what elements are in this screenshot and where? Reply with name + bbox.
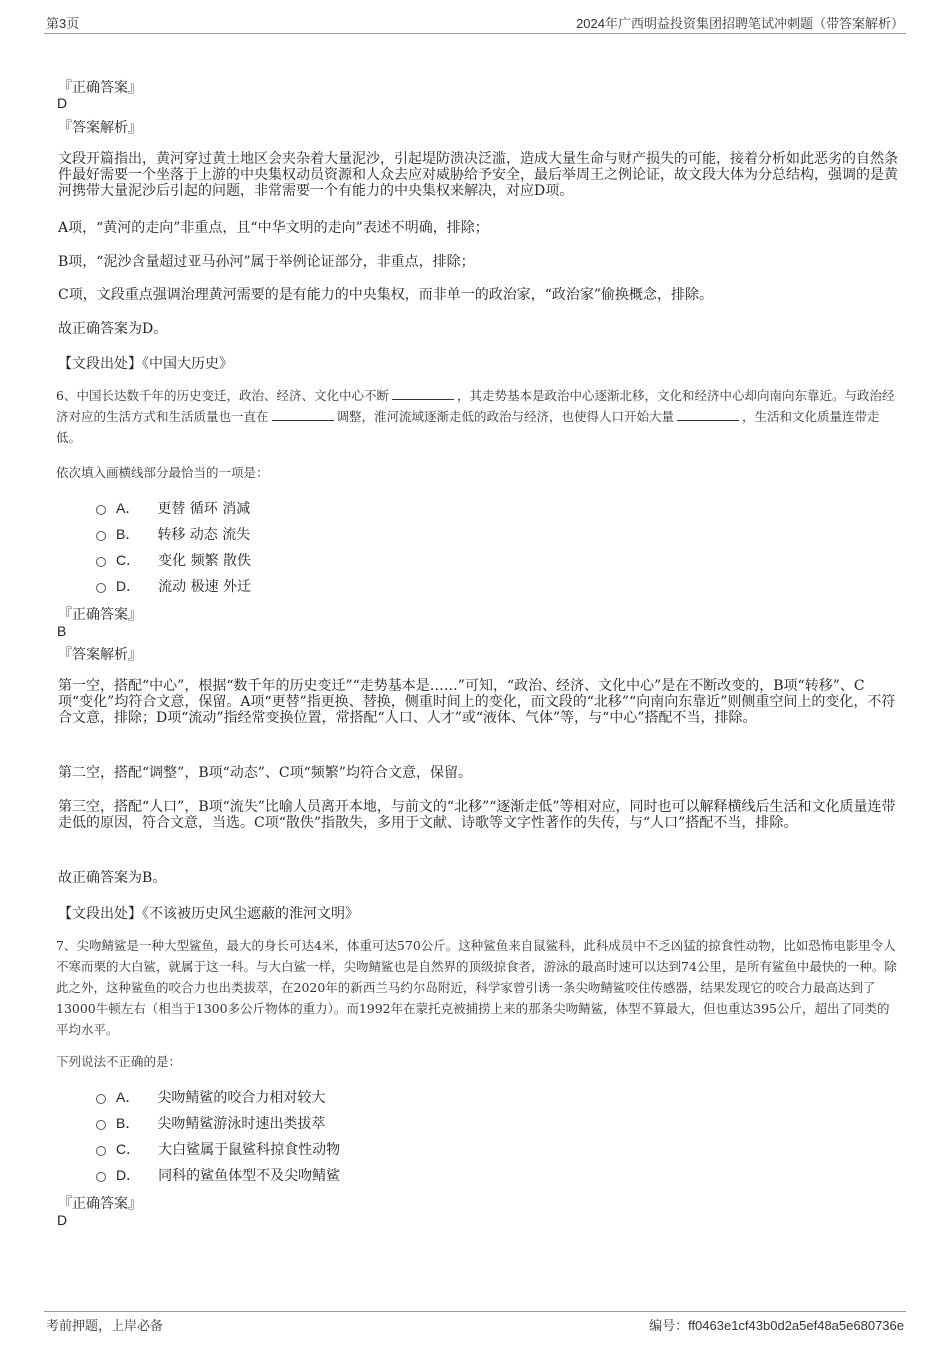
stem-text: ，生活和文化质量连带走低。: [56, 409, 880, 445]
blank-line: [392, 388, 454, 400]
radio-icon[interactable]: [96, 557, 106, 567]
question-instruction: 依次填入画横线部分最恰当的一项是：: [56, 465, 269, 480]
option-text: 同科的鲨鱼体型不及尖吻鲭鲨: [158, 1168, 341, 1184]
stem-text: ，其走势基本是政治中心逐渐北移，文化和经济中心却向南向东靠近。与政治经济对应的生活方式和生活质量也一直在: [56, 388, 895, 424]
analysis-conclusion: 故正确答案为D。: [58, 321, 168, 337]
option-letter: B．: [116, 1115, 140, 1131]
option-a[interactable]: [96, 1087, 325, 1107]
analysis-paragraph: 文段开篇指出，黄河穿过黄土地区会夹杂着大量泥沙，引起堤防溃决泛滥，造成大量生命与财产损失的可能，接着分析如此恶劣的自然条件最好需要一个坐落于上游的中央集权动员资源和人众去应对威胁给予安全，最后举周王之例论证，故文段大体为分总结构，强调的是黄河携带大量泥沙后引起的问题，非常需要一个有能力的中央集权来解决，对应D项。: [58, 151, 898, 199]
analysis-paragraph: A项，“黄河的走向”非重点，且“中华文明的走向”表述不明确，排除；: [58, 220, 489, 236]
option-d[interactable]: [96, 1165, 340, 1185]
option-letter: D．: [116, 578, 141, 594]
option-b[interactable]: [96, 524, 250, 544]
option-letter: B．: [116, 526, 140, 542]
passage-source: 【文段出处】《不该被历史风尘遮蔽的淮河文明》: [58, 906, 359, 922]
analysis-conclusion: 故正确答案为B。: [58, 870, 167, 886]
option-letter: D．: [116, 1167, 141, 1183]
question-stem: [56, 385, 901, 448]
option-c[interactable]: [96, 550, 251, 570]
blank-line: [272, 409, 334, 421]
option-letter: A．: [116, 500, 140, 516]
option-text: 变化 频繁 散佚: [158, 553, 252, 569]
radio-icon[interactable]: [96, 531, 106, 541]
option-b[interactable]: [96, 1113, 325, 1133]
radio-icon[interactable]: [96, 505, 106, 515]
option-text: 转移 动态 流失: [157, 527, 251, 543]
question-stem: 7、尖吻鲭鲨是一种大型鲨鱼，最大的身长可达4米，体重可达570公斤。这种鲨鱼来自鼠鲨科，此科成员中不乏凶猛的掠食性动物，比如恐怖电影里令人不寒而栗的大白鲨，就属于这一科。与大白鲨一样，尖吻鲭鲨也是自然界的顶级掠食者，游泳的最高时速可以达到74公里，是所有鲨鱼中最快的一种。除此之外，这种鲨鱼的咬合力也出类拔萃，在2020年的新西兰马约尔岛附近，科学家曾引诱一条尖吻鲭鲨咬住传感器，结果发现它的咬合力最高达到了13000牛顿左右（相当于1300多公斤物体的重力）。而1992年在蒙托克被捕捞上来的那条尖吻鲭鲨，体型不算最大，但也重达395公斤，超出了同类的平均水平。: [56, 938, 897, 1037]
page-number: 第3页: [46, 16, 80, 31]
option-letter: C．: [116, 552, 141, 568]
correct-answer-label: 『正确答案』: [58, 607, 142, 623]
radio-icon[interactable]: [96, 1172, 106, 1182]
analysis-paragraph: 第三空，搭配“人口”，B项“流失”比喻人员离开本地，与前文的“北移”“逐渐走低”等相对应，同时也可以解释横线后生活和文化质量连带走低的原因，符合文意，当选。C项“散佚”指散失，多用于文献、诗歌等文字性著作的失传，与“人口”搭配不当，排除。: [58, 799, 896, 831]
option-letter: A．: [116, 1089, 140, 1105]
analysis-label: 『答案解析』: [58, 120, 142, 136]
option-text: 大白鲨属于鼠鲨科掠食性动物: [158, 1142, 341, 1158]
stem-text: 6、中国长达数千年的历史变迁，政治、经济、文化中心不断: [56, 388, 389, 403]
document-id: 编号：ff0463e1cf43b0d2a5ef48a5e680736e: [649, 1318, 904, 1333]
radio-icon[interactable]: [96, 1094, 106, 1104]
correct-answer-value: D: [57, 95, 68, 111]
question-instruction: 下列说法不正确的是：: [56, 1054, 182, 1069]
correct-answer-label: 『正确答案』: [58, 80, 142, 96]
radio-icon[interactable]: [96, 1120, 106, 1130]
correct-answer-value: B: [57, 623, 67, 639]
option-c[interactable]: [96, 1139, 340, 1159]
footer-slogan: 考前押题，上岸必备: [46, 1319, 164, 1334]
correct-answer-value: D: [57, 1212, 68, 1228]
option-text: 更替 循环 消减: [157, 501, 251, 517]
correct-answer-label: 『正确答案』: [58, 1196, 142, 1212]
radio-icon[interactable]: [96, 583, 106, 593]
analysis-paragraph: C项，文段重点强调治理黄河需要的是有能力的中央集权，而非单一的政治家，“政治家”偷换概念，排除。: [58, 287, 714, 303]
analysis-paragraph: 第二空，搭配“调整”，B项“动态”、C项“频繁”均符合文意，保留。: [58, 765, 472, 781]
header-divider: [44, 33, 906, 34]
option-letter: C．: [116, 1141, 141, 1157]
analysis-paragraph: 第一空，搭配“中心”，根据“数千年的历史变迁”“走势基本是……”可知，“政治、经济、文化中心”是在不断改变的，B项“转移”、C项“变化”均符合文意，保留。A项“更替”指更换、替换，侧重时间上的变化，而文段的“北移”“向南向东靠近”则侧重空间上的变化，不符合文意，排除；D项“流动”指经常变换位置，常搭配“人口、人才”或“液体、气体”等，与“中心”搭配不当，排除。: [58, 678, 896, 726]
stem-text: 调整，淮河流域逐渐走低的政治与经济，也使得人口开始大量: [336, 409, 675, 424]
option-d[interactable]: [96, 576, 251, 596]
analysis-paragraph: B项，“泥沙含量超过亚马孙河”属于举例论证部分，非重点，排除；: [58, 254, 475, 270]
option-text: 流动 极速 外迁: [158, 579, 252, 595]
option-text: 尖吻鲭鲨的咬合力相对较大: [157, 1090, 326, 1106]
radio-icon[interactable]: [96, 1146, 106, 1156]
footer-divider: [44, 1311, 906, 1312]
document-title: 2024年广西明益投资集团招聘笔试冲刺题（带答案解析）: [576, 16, 904, 31]
option-text: 尖吻鲭鲨游泳时速出类拔萃: [157, 1116, 326, 1132]
option-a[interactable]: [96, 498, 250, 518]
analysis-label: 『答案解析』: [58, 647, 142, 663]
passage-source: 【文段出处】《中国大历史》: [58, 356, 233, 372]
blank-line: [677, 409, 739, 421]
